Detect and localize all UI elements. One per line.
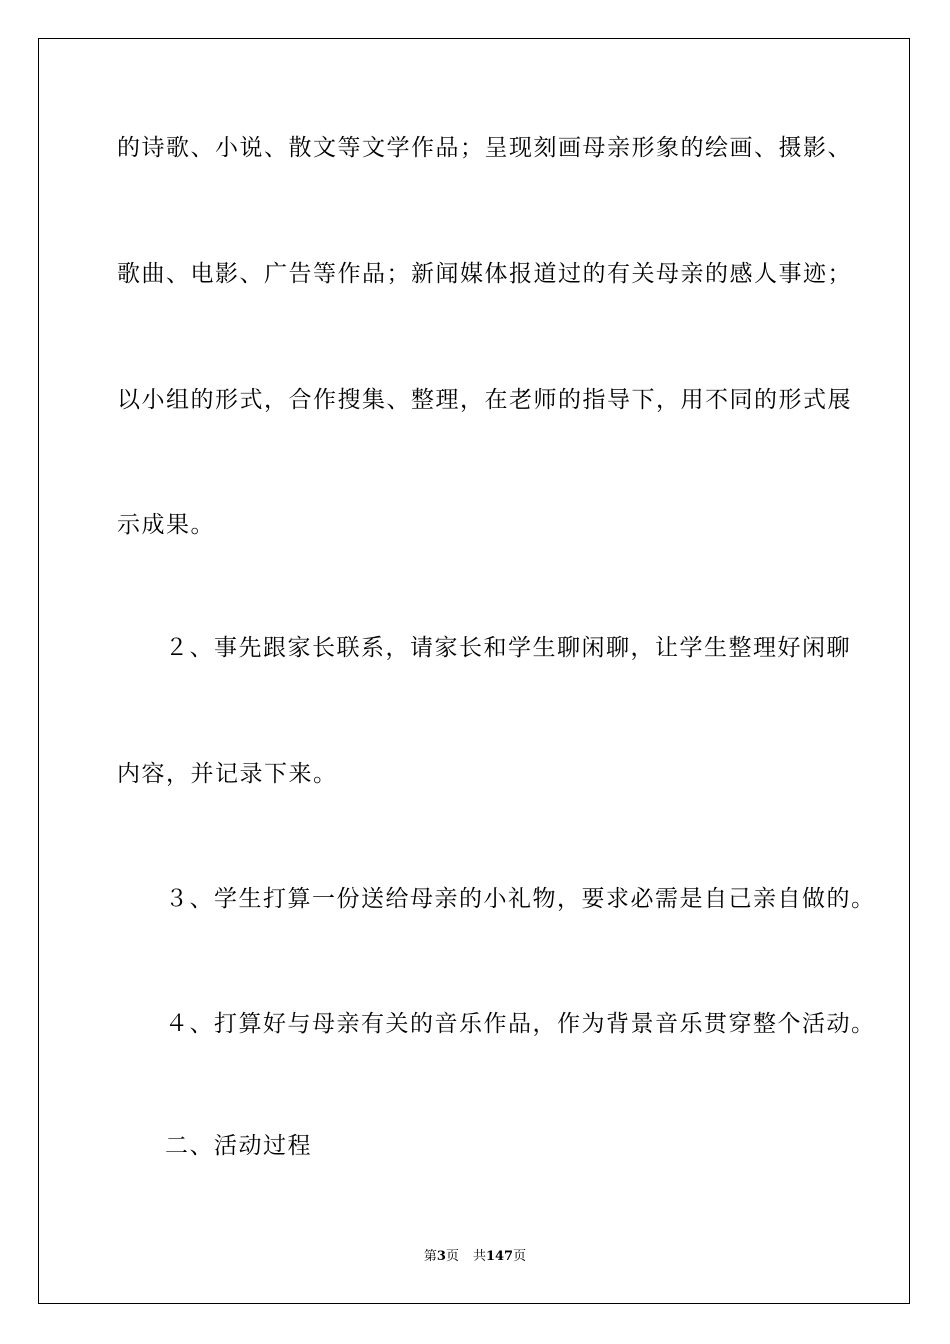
body-text-line: 内容，并记录下来。: [117, 761, 338, 787]
footer-total-pages: 147: [485, 1249, 514, 1264]
page-footer: [0, 1248, 950, 1266]
footer-total-prefix: 共: [472, 1249, 486, 1264]
body-text-line: 示成果。: [117, 512, 215, 538]
page-border: [38, 38, 910, 1304]
footer-total-suffix: 页: [513, 1249, 527, 1264]
section-heading: 二、活动过程: [165, 1133, 312, 1159]
footer-page-number: 3: [436, 1249, 446, 1264]
body-text-line: ２、事先跟家长联系，请家长和学生聊闲聊，让学生整理好闲聊: [165, 635, 851, 661]
body-text-line: 以小组的形式，合作搜集、整理，在老师的指导下，用不同的形式展: [117, 387, 852, 413]
body-text-line: ４、打算好与母亲有关的音乐作品，作为背景音乐贯穿整个活动。: [165, 1011, 876, 1037]
body-text-line: ３、学生打算一份送给母亲的小礼物，要求必需是自己亲自做的。: [165, 886, 876, 912]
body-text-line: 的诗歌、小说、散文等文学作品；呈现刻画母亲形象的绘画、摄影、: [117, 135, 852, 161]
body-text-line: 歌曲、电影、广告等作品；新闻媒体报道过的有关母亲的感人事迹；: [117, 261, 852, 287]
footer-page-prefix: 第: [423, 1249, 437, 1264]
footer-page-suffix: 页: [445, 1249, 459, 1264]
